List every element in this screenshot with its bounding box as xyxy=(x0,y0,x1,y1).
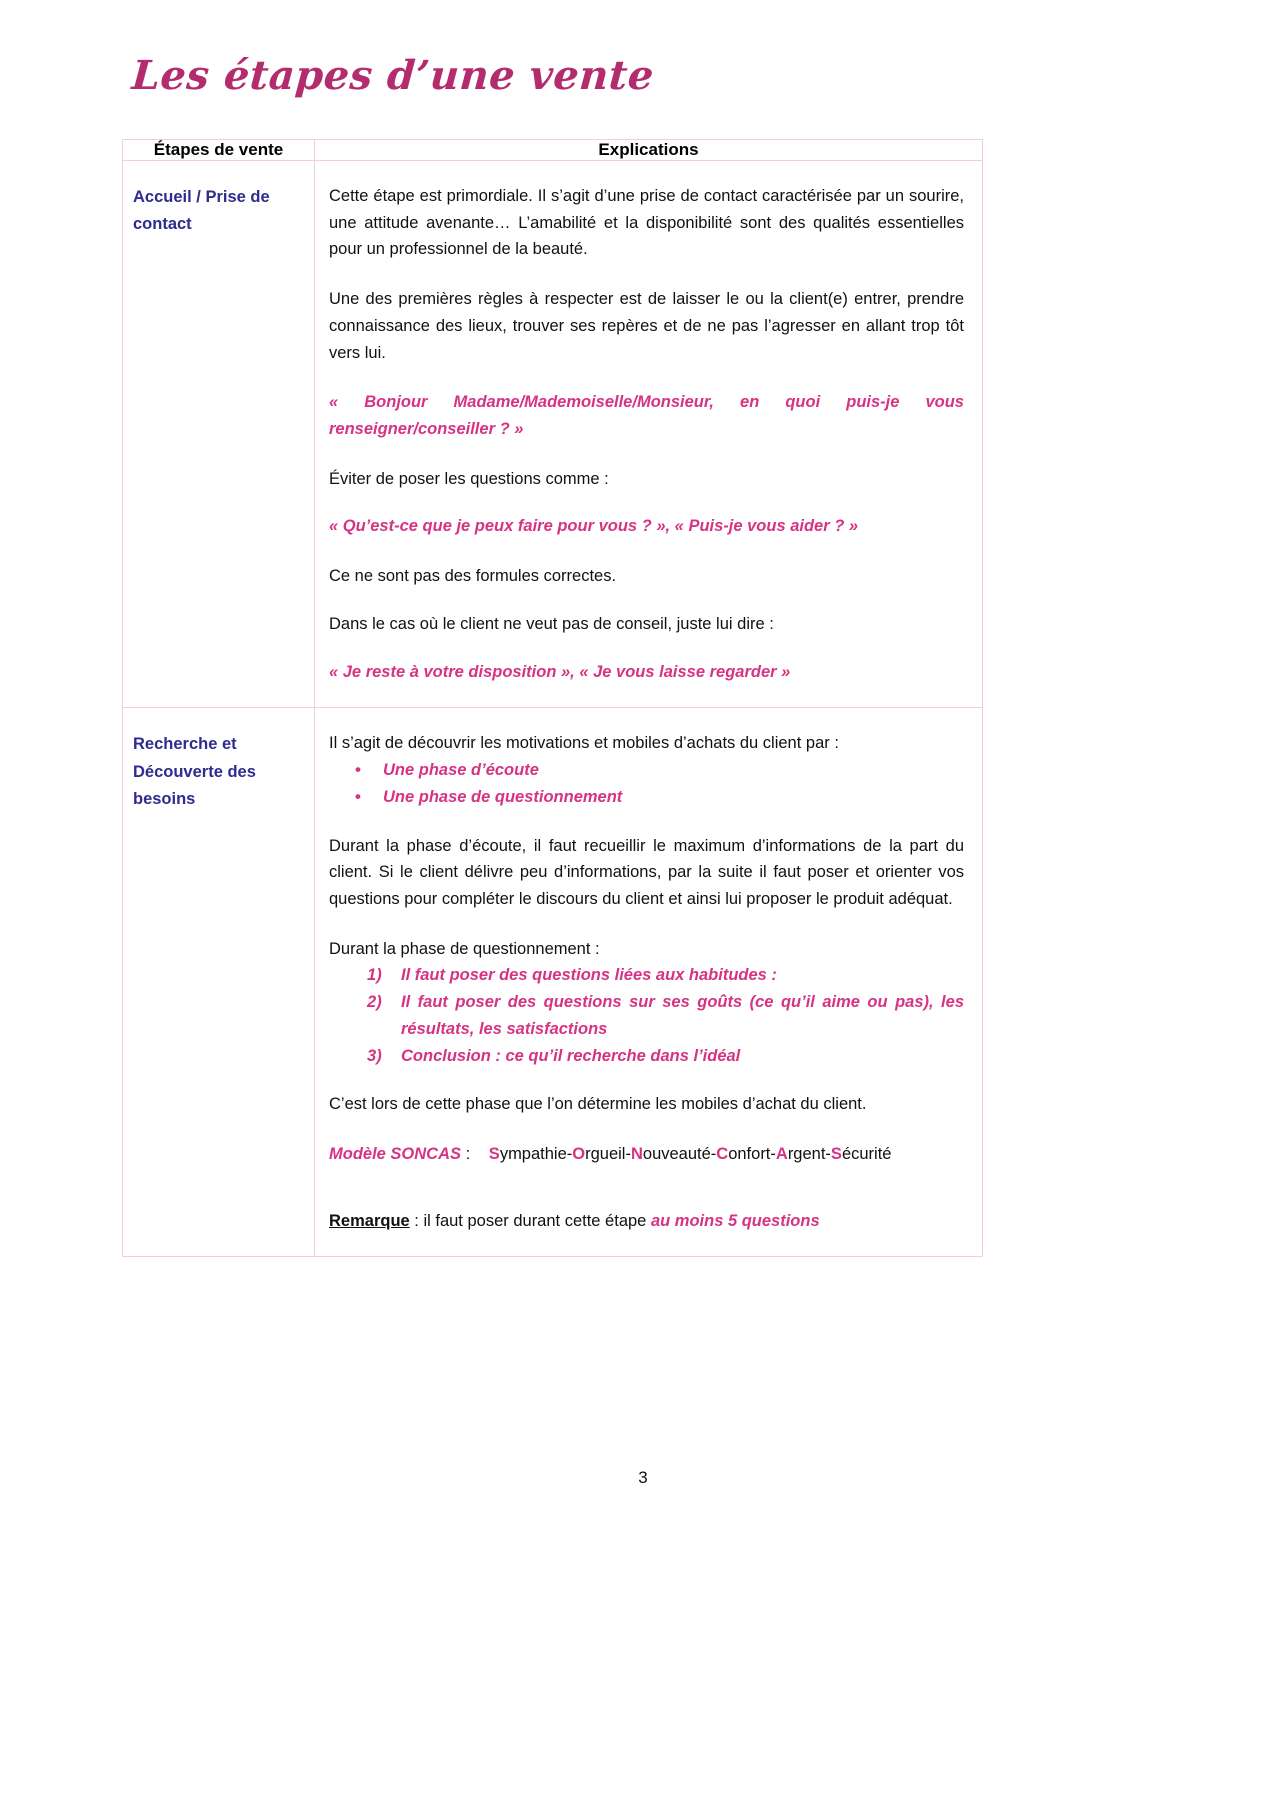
paragraph-eviter: Éviter de poser les questions comme : xyxy=(329,469,609,488)
soncas-initial-c: C xyxy=(716,1144,729,1163)
soncas-colon: : xyxy=(461,1144,475,1163)
soncas-initial-a: A xyxy=(775,1144,788,1163)
questionnement-numbered-list xyxy=(329,962,964,1069)
paragraph-rules: Une des premières règles à respecter est de laisser le ou la client(e) entrer, prendre connaissance des lieux, trouver ses repères et de ne pas l’agresser en allant trop tôt vers lui. xyxy=(329,290,964,362)
soncas-initial-n: N xyxy=(630,1144,643,1163)
quote-disposition: « Je reste à votre disposition », « Je vous laisse regarder » xyxy=(329,662,791,681)
soncas-word-nouveaute: ouveauté- xyxy=(642,1144,717,1163)
page-title: Les étapes d’une vente xyxy=(130,52,656,99)
quote-questions-eviter: « Qu’est-ce que je peux faire pour vous ? », « Puis-je vous aider ? » xyxy=(329,517,859,536)
table-header xyxy=(123,140,983,161)
table-header-row xyxy=(123,140,983,161)
table-row xyxy=(123,161,983,708)
soncas-initial-o: O xyxy=(572,1144,586,1163)
page-number: 3 xyxy=(638,1468,648,1487)
soncas-word-orgueil: rgueil- xyxy=(585,1144,631,1163)
soncas-initial-s2: S xyxy=(830,1144,842,1163)
soncas-word-sympathie: ympathie- xyxy=(499,1144,573,1163)
table-body xyxy=(123,161,983,1257)
step-cell xyxy=(123,161,315,708)
paragraph-phase-ecoute: Durant la phase d’écoute, il faut recueillir le maximum d’informations de la part du client. Si le client délivre peu d’informations, par la suite il faut poser et orienter vos questions pour compléter le discours du client et ainsi lui proposer le produit adéquat. xyxy=(329,836,964,908)
list-item: • Une phase de questionnement xyxy=(381,784,964,811)
list-item: • Une phase d’écoute xyxy=(381,757,964,784)
paragraph-formules: Ce ne sont pas des formules correctes. xyxy=(329,567,617,586)
paragraph-mobiles-achat: C’est lors de cette phase que l’on détermine les mobiles d’achat du client. xyxy=(329,1095,867,1114)
explanation-cell xyxy=(315,708,983,1257)
phase-bullet-list xyxy=(329,757,964,810)
step-name-recherche: Recherche et Découverte des besoins xyxy=(133,735,256,808)
list-item: Il faut poser des questions liées aux habitudes : xyxy=(401,966,777,985)
list-item: Il faut poser des questions sur ses goûts (ce qu’il aime ou pas), les résultats, les satisfactions xyxy=(401,993,964,1038)
sales-steps-table xyxy=(122,139,983,1257)
paragraph-pas-de-conseil: Dans le cas où le client ne veut pas de conseil, juste lui dire : xyxy=(329,614,774,633)
quote-bonjour: « Bonjour Madame/Mademoiselle/Monsieur, en quoi puis-je vous renseigner/conseiller ? » xyxy=(329,393,964,439)
step-name-accueil: Accueil / Prise de contact xyxy=(133,188,270,234)
step-cell xyxy=(123,708,315,1257)
list-item: Conclusion : ce qu’il recherche dans l’idéal xyxy=(401,1046,741,1065)
soncas-initial-s: S xyxy=(488,1144,500,1163)
remarque-text: : il faut poser durant cette étape xyxy=(409,1211,651,1230)
soncas-word-confort: onfort- xyxy=(728,1144,776,1163)
remarque-emphasis: au moins 5 questions xyxy=(650,1211,820,1230)
column-header-explanations: Explications xyxy=(315,140,983,161)
paragraph-motivations: Il s’agit de découvrir les motivations et mobiles d’achats du client par : xyxy=(329,734,839,753)
soncas-word-securite: écurité xyxy=(841,1144,892,1163)
column-header-steps: Étapes de vente xyxy=(123,140,315,161)
soncas-label: Modèle SONCAS xyxy=(329,1144,462,1163)
remarque-label: Remarque xyxy=(329,1211,410,1230)
paragraph-phase-questionnement: Durant la phase de questionnement : xyxy=(329,939,600,958)
table-row xyxy=(123,708,983,1257)
paragraph-remarque xyxy=(329,1208,964,1235)
paragraph-intro: Cette étape est primordiale. Il s’agit d’une prise de contact caractérisée par un sourire, une attitude avenante… L’amabilité et la disponibilité sont des qualités essentielles pour un professionnel de la beauté. xyxy=(329,187,964,259)
soncas-word-argent: rgent- xyxy=(787,1144,831,1163)
explanation-cell xyxy=(315,161,983,708)
paragraph-soncas xyxy=(329,1141,964,1168)
